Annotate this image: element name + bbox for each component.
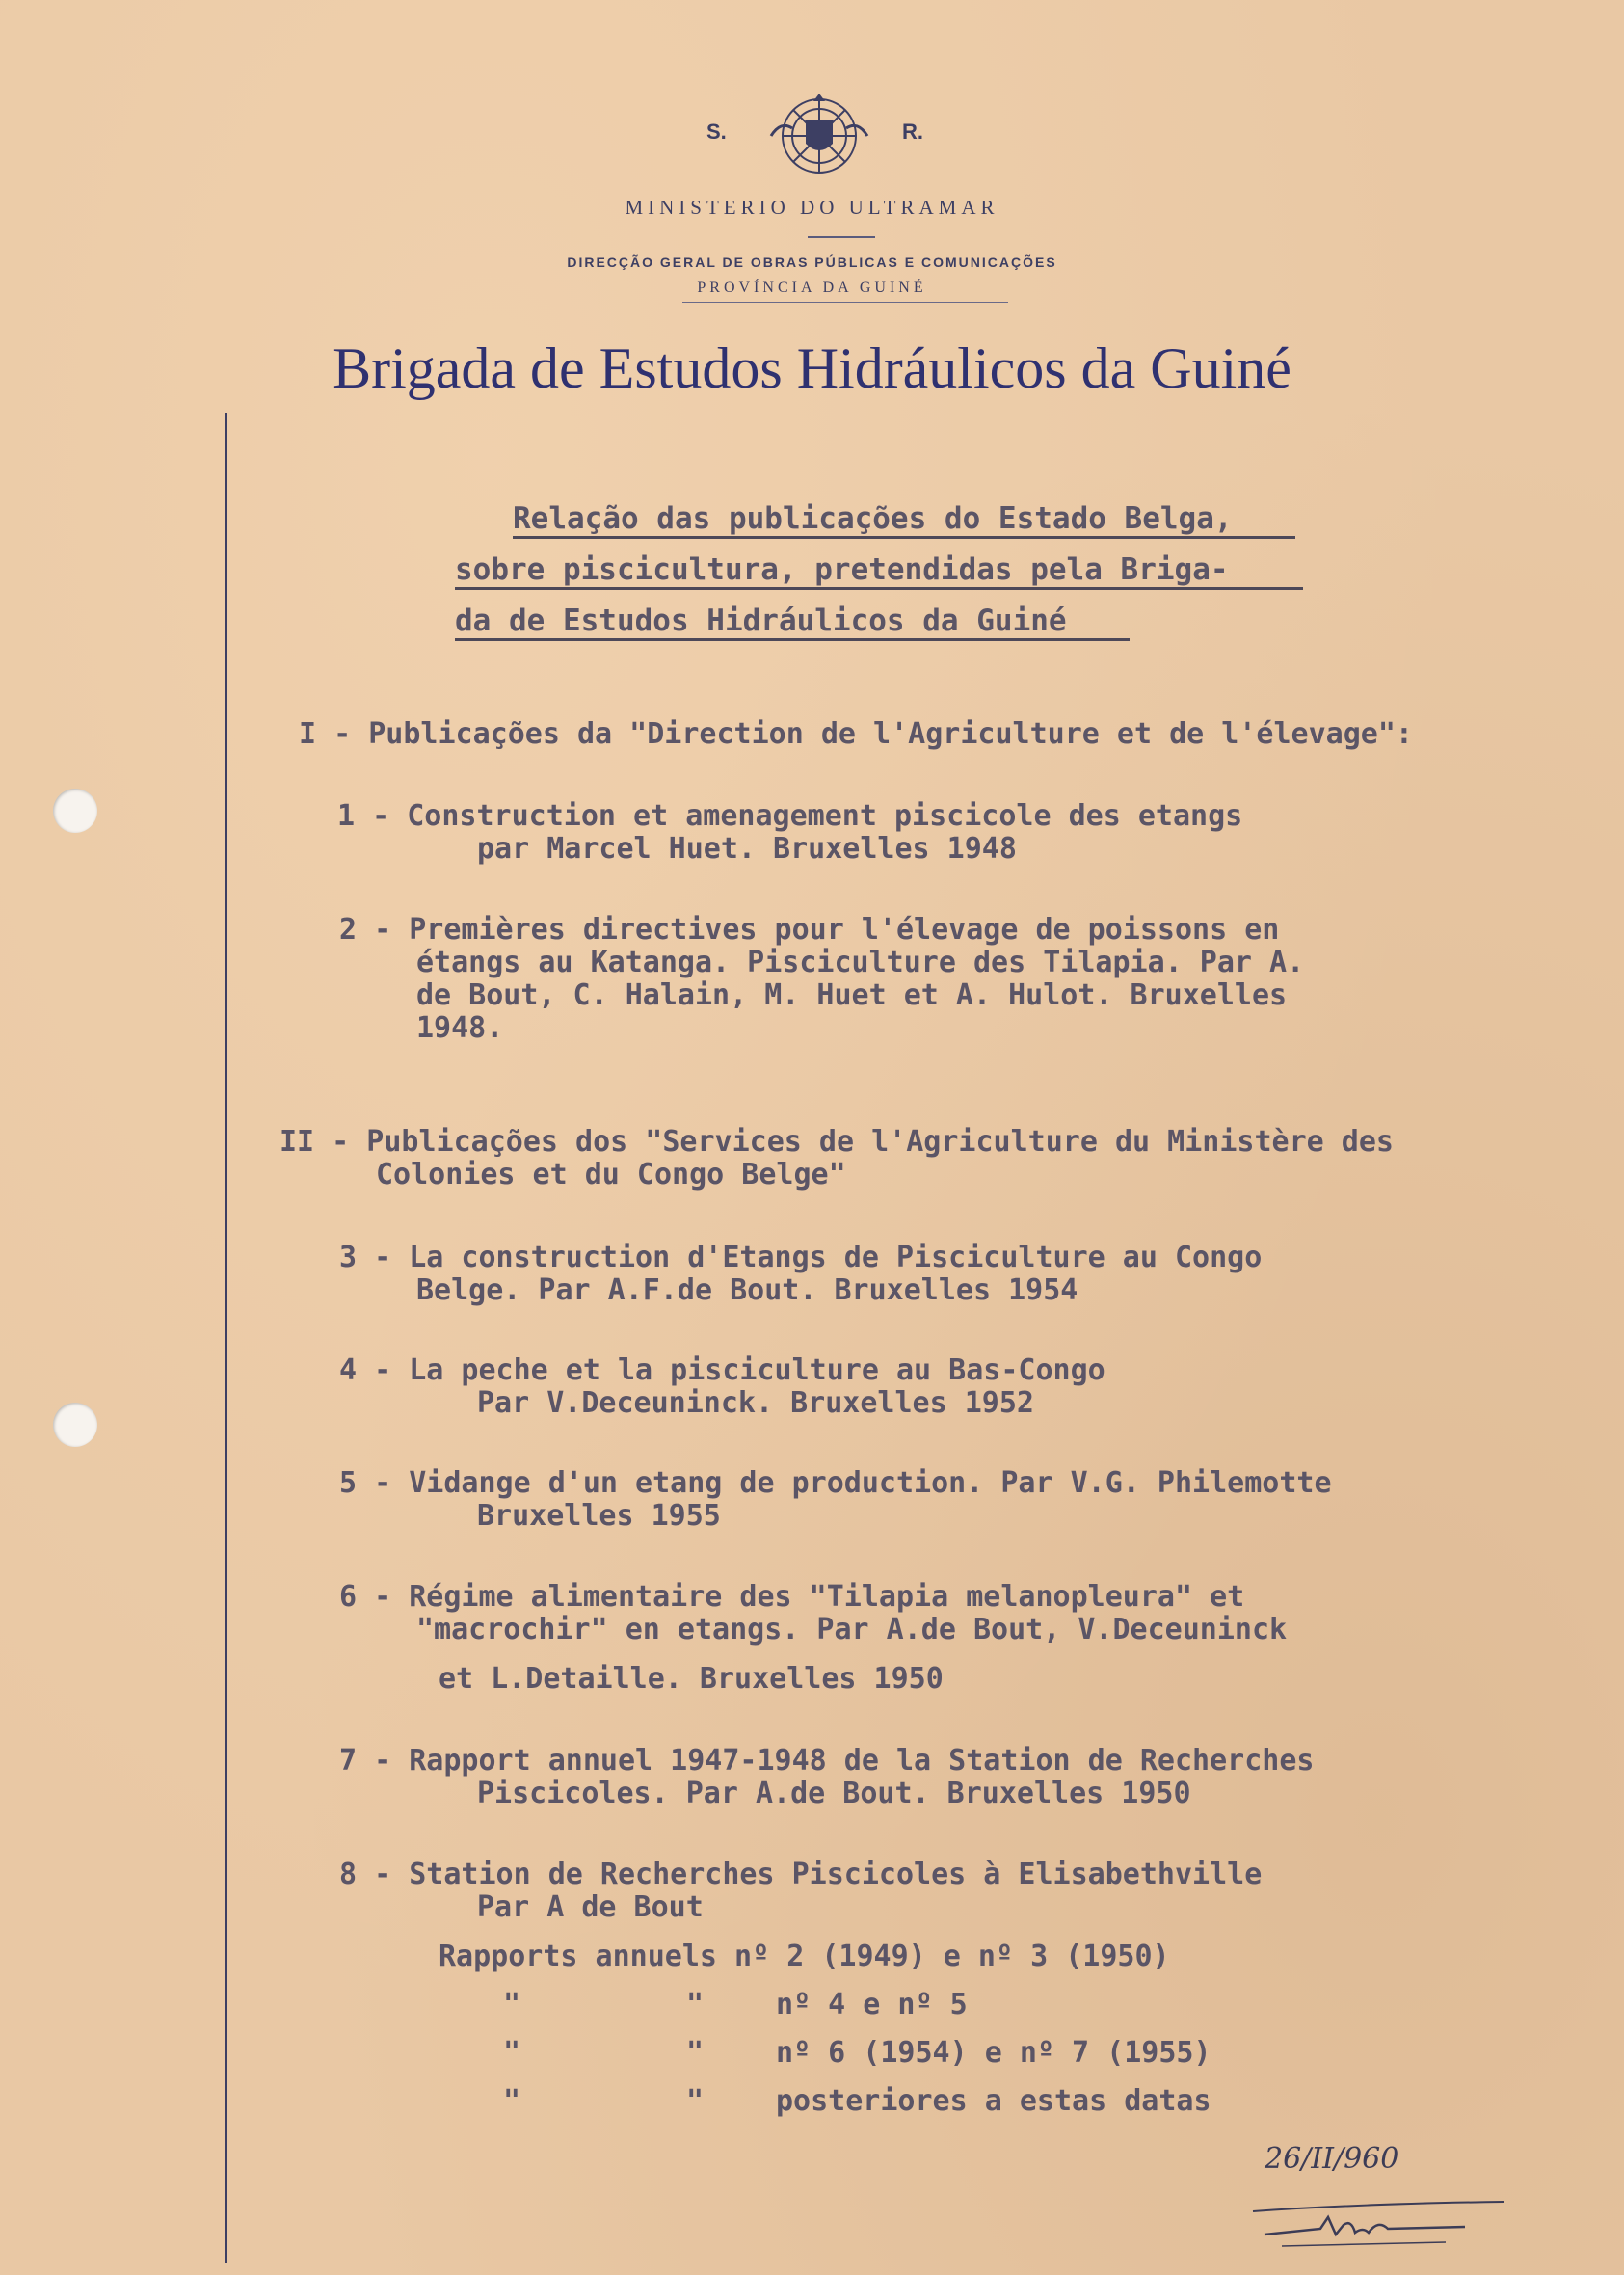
list-item: de Bout, C. Halain, M. Huet et A. Hulot. Bruxelles — [416, 978, 1288, 1012]
title-underline — [513, 536, 1295, 539]
ditto-mark: " — [686, 1988, 705, 2021]
list-item: 1948. — [416, 1011, 504, 1045]
list-item: "macrochir" en etangs. Par A.de Bout, V.Deceuninck — [416, 1613, 1288, 1646]
list-item: 5 - Vidange d'un etang de production. Par V.G. Philemotte — [339, 1466, 1332, 1500]
document-title-line-2: sobre piscicultura, pretendidas pela Briga- — [455, 552, 1229, 587]
list-item: Belge. Par A.F.de Bout. Bruxelles 1954 — [416, 1273, 1078, 1307]
ditto-mark: " — [503, 1988, 521, 2021]
list-item: 1 - Construction et amenagement piscicole des etangs — [337, 799, 1243, 833]
reports-line: nº 4 e nº 5 — [776, 1988, 968, 2021]
section-2-heading: Colonies et du Congo Belge" — [376, 1158, 846, 1191]
signature — [1243, 2190, 1513, 2258]
section-2-heading: II - Publicações dos "Services de l'Agriculture du Ministère des — [280, 1125, 1394, 1159]
list-item: 7 - Rapport annuel 1947-1948 de la Station de Recherches — [339, 1744, 1315, 1778]
ministry-name: MINISTERIO DO ULTRAMAR — [625, 196, 999, 219]
list-item: étangs au Katanga. Pisciculture des Tilapia. Par A. — [416, 946, 1305, 979]
list-item: Bruxelles 1955 — [477, 1499, 721, 1533]
reports-line: nº 6 (1954) e nº 7 (1955) — [776, 2036, 1211, 2070]
reports-line: posteriores a estas datas — [776, 2084, 1211, 2118]
ditto-mark: " — [503, 2084, 521, 2118]
punch-hole — [53, 789, 97, 833]
divider — [808, 236, 875, 238]
coat-of-arms-emblem — [763, 92, 875, 180]
document-title-line-3: da de Estudos Hidráulicos da Guiné — [455, 603, 1067, 638]
ditto-mark: " — [503, 2036, 521, 2070]
list-item: Piscicoles. Par A.de Bout. Bruxelles 1950 — [477, 1777, 1191, 1810]
province-name: PROVÍNCIA DA GUINÉ — [697, 280, 927, 296]
section-1-heading: I - Publicações da "Direction de l'Agriculture et de l'élevage": — [299, 717, 1413, 751]
list-item: 4 - La peche et la pisciculture au Bas-Congo — [339, 1353, 1105, 1387]
list-item: 3 - La construction d'Etangs de Pisciculture au Congo — [339, 1241, 1263, 1274]
title-underline — [455, 638, 1130, 641]
ditto-mark: " — [686, 2036, 705, 2070]
list-item: Par A de Bout — [477, 1890, 704, 1924]
list-item: 6 - Régime alimentaire des "Tilapia melanopleura" et — [339, 1580, 1245, 1614]
list-item: par Marcel Huet. Bruxelles 1948 — [477, 832, 1017, 866]
list-item: Par V.Deceuninck. Bruxelles 1952 — [477, 1386, 1034, 1420]
organization-title: Brigada de Estudos Hidráulicos da Guiné — [333, 336, 1291, 400]
handwritten-date: 26/II/960 — [1265, 2142, 1399, 2176]
reports-line: Rapports annuels nº 2 (1949) e nº 3 (1950) — [439, 1940, 1170, 1973]
title-underline — [455, 587, 1303, 590]
divider — [682, 302, 1008, 303]
list-item: 2 - Premières directives pour l'élevage de poissons en — [339, 913, 1280, 947]
margin-line — [225, 413, 227, 2263]
letterhead-initial-r: R. — [902, 120, 923, 144]
document-title-line-1: Relação das publicações do Estado Belga, — [513, 501, 1233, 536]
directorate-name: DIRECÇÃO GERAL DE OBRAS PÚBLICAS E COMUNICAÇÕES — [567, 254, 1057, 270]
list-item: 8 - Station de Recherches Piscicoles à Elisabethville — [339, 1858, 1263, 1891]
letterhead-initial-s: S. — [706, 120, 727, 144]
ditto-mark: " — [686, 2084, 705, 2118]
list-item: et L.Detaille. Bruxelles 1950 — [439, 1662, 944, 1696]
punch-hole — [53, 1403, 97, 1447]
